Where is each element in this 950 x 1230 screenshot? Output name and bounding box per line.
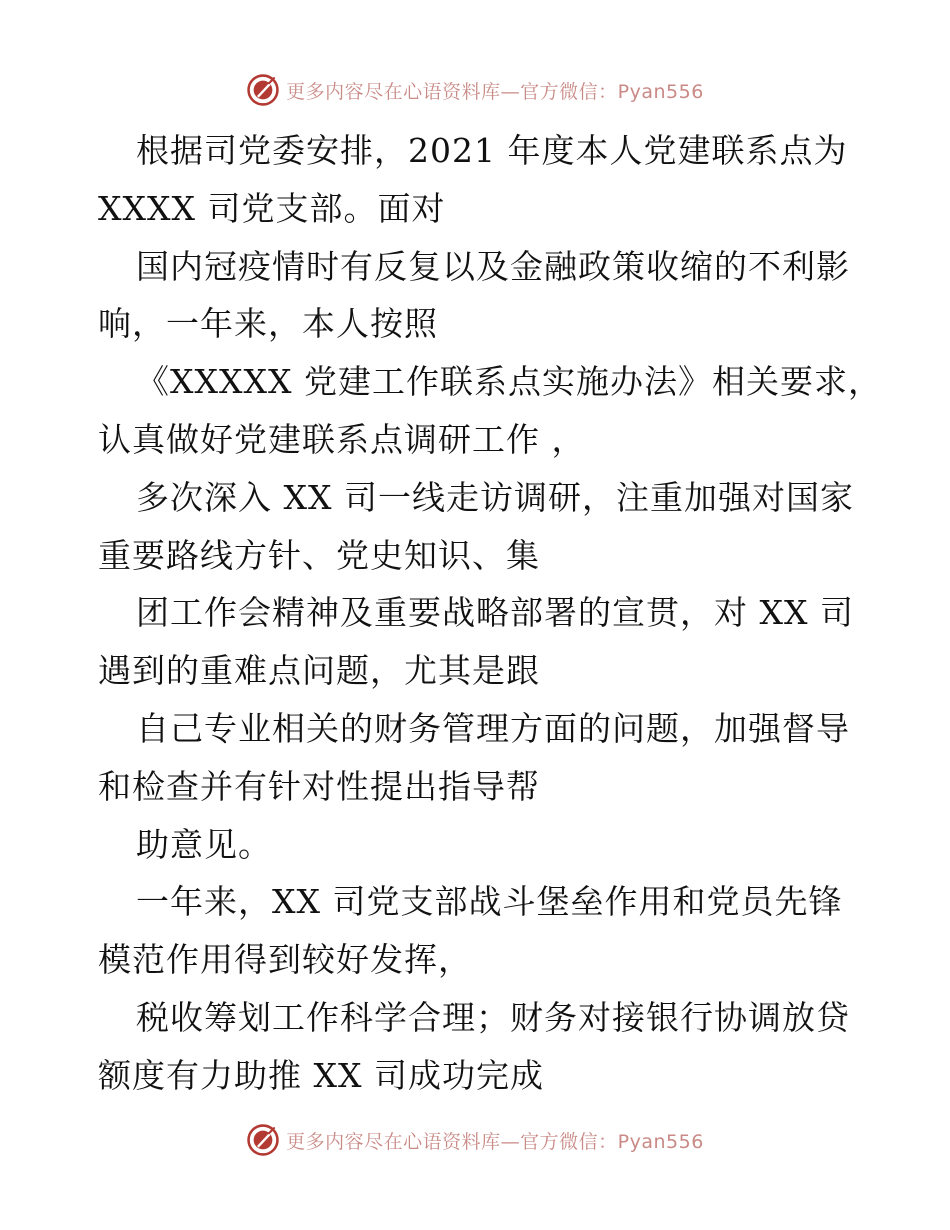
paragraph-line: 响，一年来，本人按照 xyxy=(98,304,438,344)
watermark-brand: Pyan556 xyxy=(617,1130,704,1153)
watermark-group xyxy=(246,73,704,107)
paragraph-line: 根据司党委安排，2021 年度本人党建联系点为 xyxy=(136,131,848,170)
watermark-text xyxy=(286,1127,704,1154)
footer-watermark xyxy=(0,1120,950,1160)
watermark-brand: Pyan556 xyxy=(617,80,704,103)
watermark-label: 更多内容尽在心语资料库—官方微信： xyxy=(286,80,618,103)
paragraph-line: 《XXXXX 党建工作联系点实施办法》相关要求， xyxy=(136,362,882,402)
document-body xyxy=(98,122,882,1105)
paragraph-line: 多次深入 XX 司一线走访调研，注重加强对国家 xyxy=(136,477,854,517)
paragraph-line: XXXX 司党支部。面对 xyxy=(98,188,446,228)
watermark-text xyxy=(286,77,704,104)
paragraph-line: 重要路线方针、党史知识、集 xyxy=(98,535,540,575)
paragraph-line: 团工作会精神及重要战略部署的宣贯，对 XX 司 xyxy=(136,593,854,633)
watermark-group xyxy=(246,1123,704,1157)
paragraph-line: 模范作用得到较好发挥， xyxy=(98,940,472,980)
paragraph-line: 税收筹划工作科学合理；财务对接银行协调放贷 xyxy=(136,997,850,1037)
paragraph-line: 国内冠疫情时有反复以及金融政策收缩的不利影 xyxy=(136,246,850,286)
paragraph-line: 助意见。 xyxy=(136,824,272,864)
paragraph-line: 认真做好党建联系点调研工作 ， xyxy=(98,419,586,459)
quill-seal-icon xyxy=(246,73,280,107)
paragraph-line: 和检查并有针对性提出指导帮 xyxy=(98,766,540,806)
paragraph-line: 一年来，XX 司党支部战斗堡垒作用和党员先锋 xyxy=(136,882,843,922)
watermark-label: 更多内容尽在心语资料库—官方微信： xyxy=(286,1130,618,1153)
paragraph-line: 遇到的重难点问题，尤其是跟 xyxy=(98,651,540,691)
paragraph-line: 额度有力助推 XX 司成功完成 xyxy=(98,1055,544,1095)
quill-seal-icon xyxy=(246,1123,280,1157)
header-watermark xyxy=(0,70,950,110)
paragraph-line: 自己专业相关的财务管理方面的问题，加强督导 xyxy=(136,708,850,748)
